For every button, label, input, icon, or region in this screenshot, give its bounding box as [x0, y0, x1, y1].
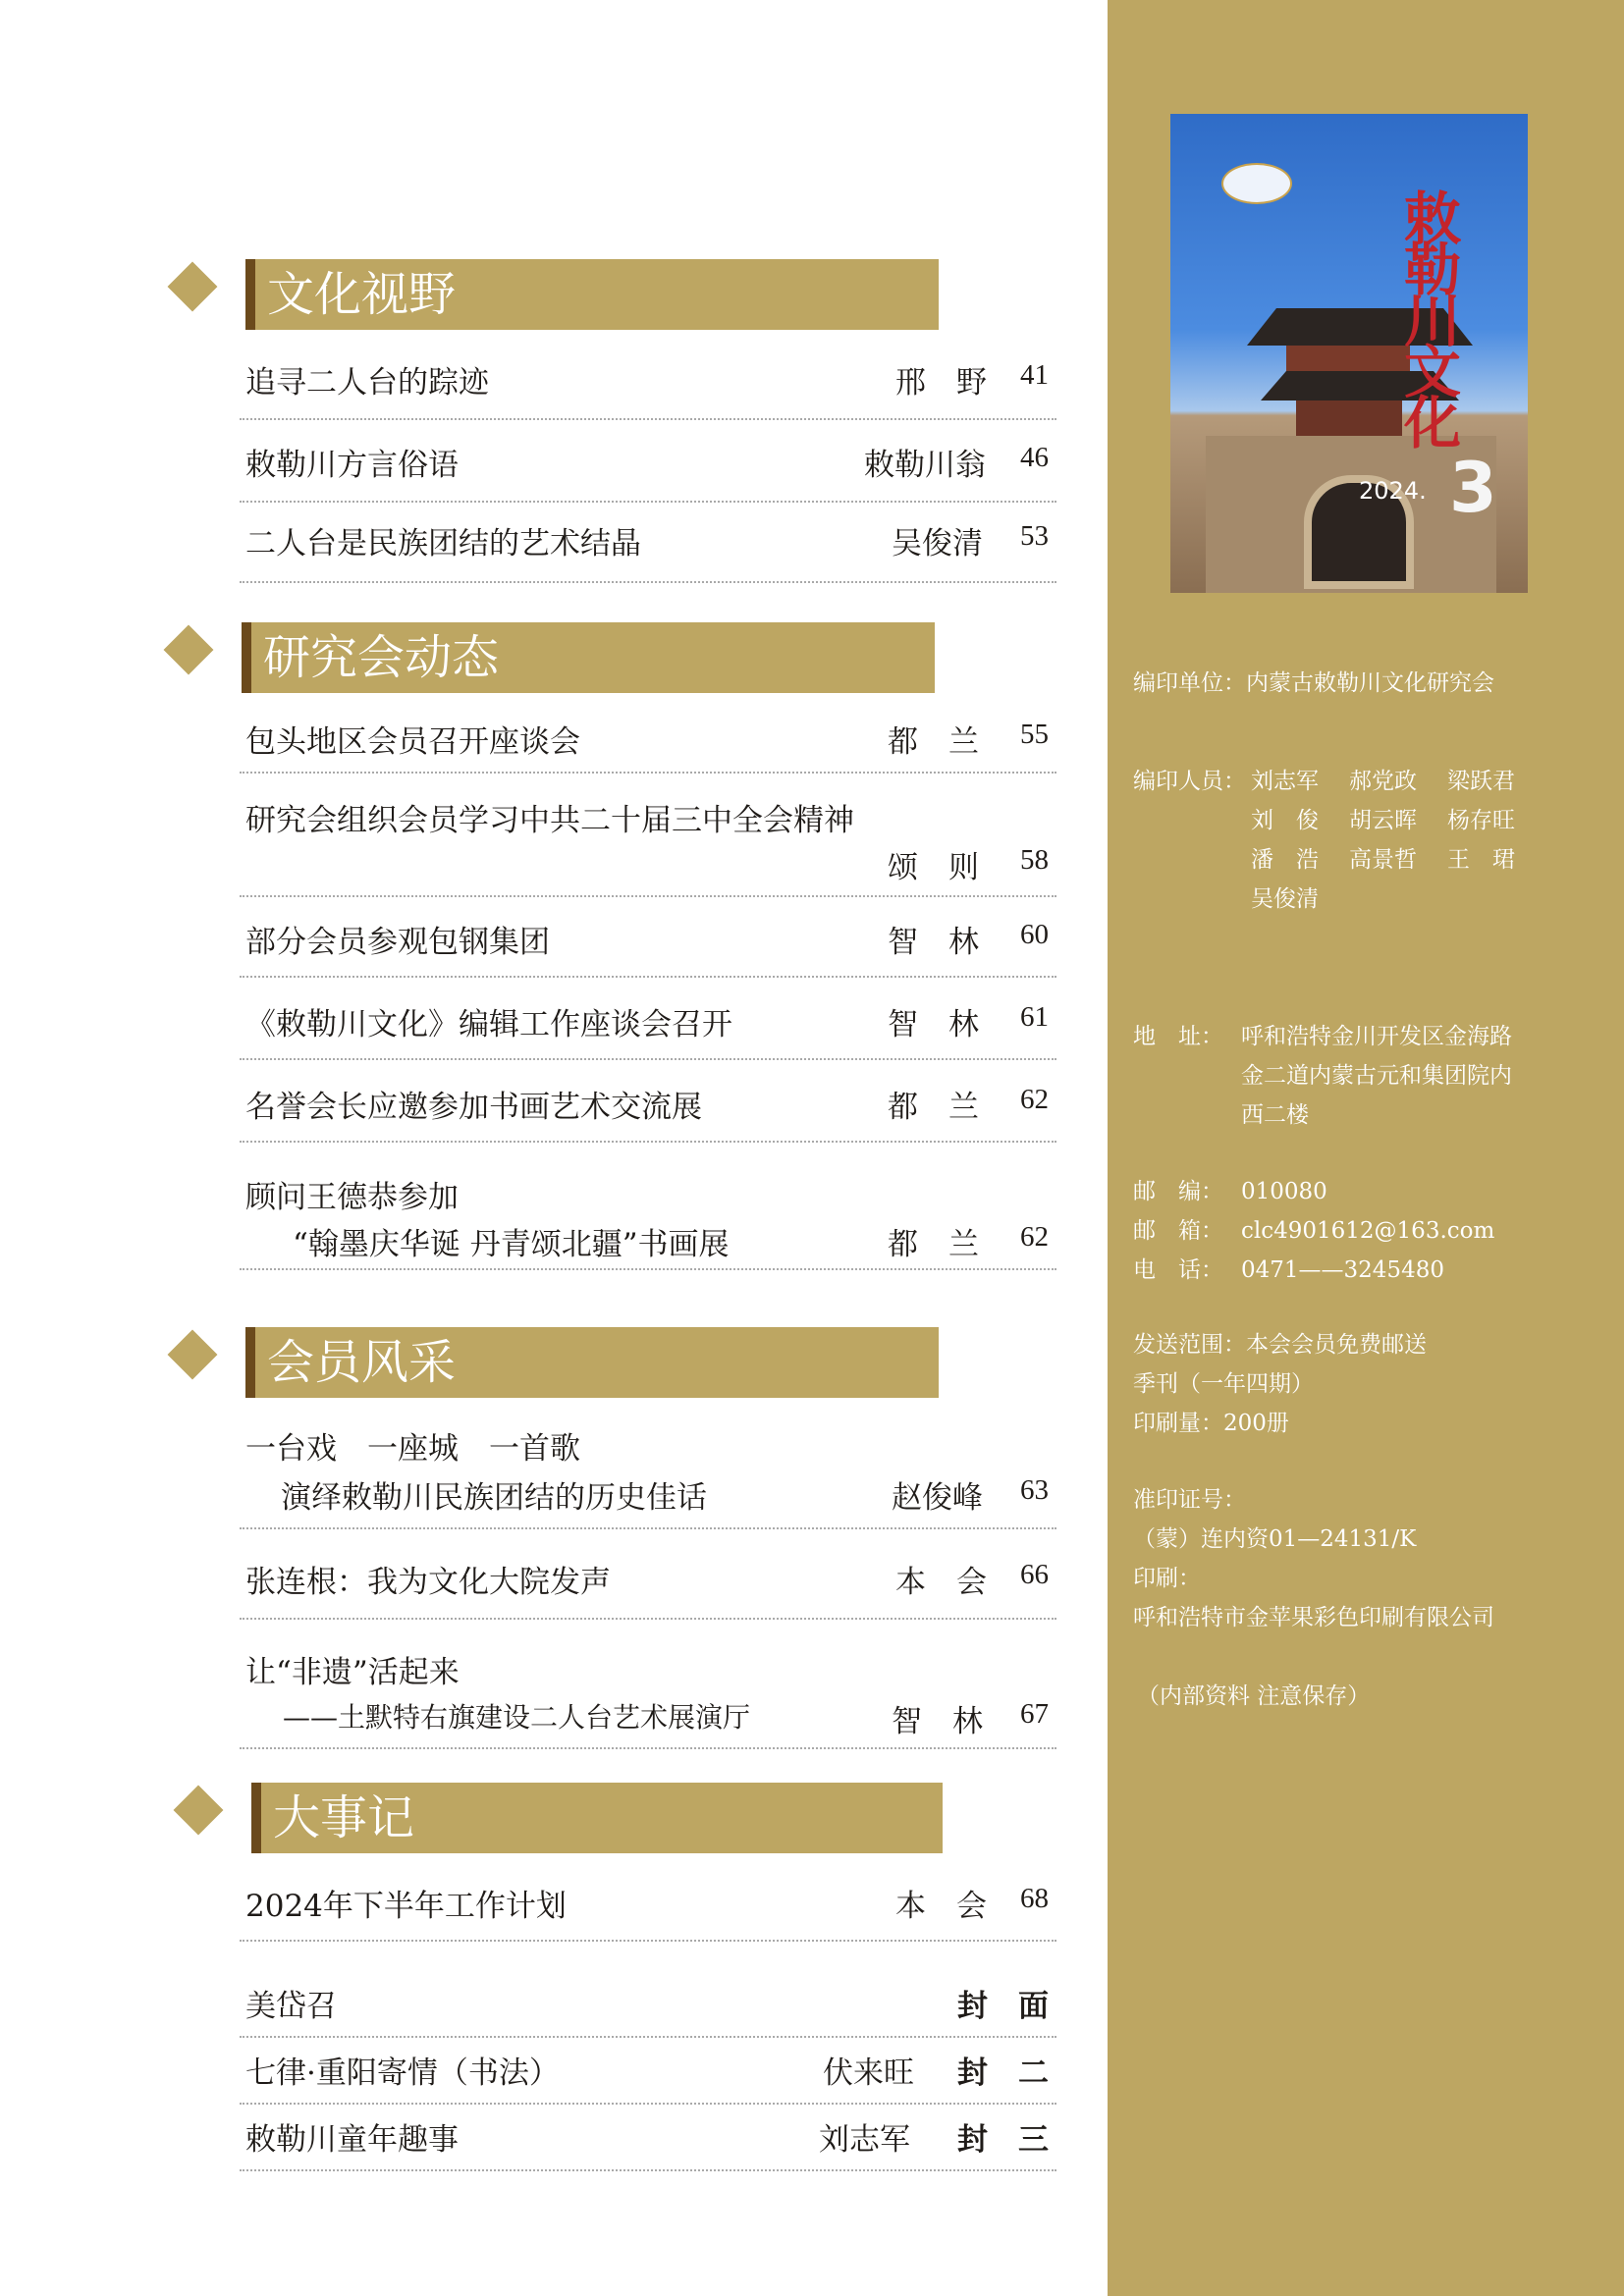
permit-block: 准印证号： （蒙）连内资01—24131/K 印刷： 呼和浩特市金苹果彩色印刷有限公司 — [1133, 1487, 1494, 1630]
internal-note: （内部资料 注意保存） — [1137, 1683, 1371, 1709]
toc-entry[interactable]: 研究会组织会员学习中共二十届三中全会精神 颂 则 58 — [240, 785, 1056, 897]
diamond-icon — [168, 262, 218, 312]
cover-logo-icon — [1221, 163, 1292, 204]
cover-image — [1170, 114, 1528, 593]
cover-entry[interactable]: 敕勒川童年趣事 刘志军 封 三 — [240, 2103, 1056, 2171]
address-block: 地 址： 呼和浩特金川开发区金海路 金二道内蒙古元和集团院内 西二楼 — [1133, 1024, 1512, 1128]
toc-entry[interactable]: 一台戏 一座城 一首歌 演绎敕勒川民族团结的历史佳话 赵俊峰 63 — [240, 1410, 1056, 1529]
toc-entry[interactable]: 追寻二人台的踪迹 邢 野 41 — [240, 349, 1056, 420]
toc-entry[interactable]: 二人台是民族团结的艺术结晶 吴俊清 53 — [240, 508, 1056, 583]
distribution-block: 发送范围：本会会员免费邮送 季刊（一年四期） 印刷量：200册 — [1133, 1332, 1427, 1436]
cover-entry[interactable]: 美岱召 封 面 — [240, 1965, 1056, 2038]
toc-entry[interactable]: 敕勒川方言俗语 敕勒川翁 46 — [240, 432, 1056, 503]
cover-year: 2024. — [1359, 477, 1427, 505]
toc-entry[interactable]: 《敕勒川文化》编辑工作座谈会召开 智 林 61 — [240, 989, 1056, 1060]
toc-entry[interactable]: 让“非遗”活起来 ——土默特右旗建设二人台艺术展演厅 智 林 67 — [240, 1633, 1056, 1749]
publisher-line: 编印单位：内蒙古敕勒川文化研究会 — [1133, 670, 1494, 696]
toc-entry[interactable]: 部分会员参观包钢集团 智 林 60 — [240, 909, 1056, 978]
contact-block: 邮 编： 010080 邮 箱： clc4901612@163.com 电 话： 0471——3245480 — [1133, 1179, 1495, 1283]
editors-block: 编印人员： 刘志军 郝党政 梁跃君 刘 俊 胡云晖 杨存旺 潘 浩 高景哲 王 珺 吴俊清 — [1133, 769, 1515, 912]
toc-entry[interactable]: 顾问王德恭参加 “翰墨庆华诞 丹青颂北疆”书画展 都 兰 62 — [240, 1158, 1056, 1270]
diamond-icon — [164, 625, 214, 675]
toc-entry[interactable]: 包头地区会员召开座谈会 都 兰 55 — [240, 707, 1056, 774]
diamond-icon — [168, 1330, 218, 1380]
cover-entry[interactable]: 七律·重阳寄情（书法） 伏来旺 封 二 — [240, 2036, 1056, 2105]
cover-issue: 3 — [1449, 448, 1497, 528]
cover-title: 敕勒川文化 — [1394, 188, 1461, 444]
toc-entry[interactable]: 2024年下半年工作计划 本 会 68 — [240, 1869, 1056, 1942]
toc-entry[interactable]: 名誉会长应邀参加书画艺术交流展 都 兰 62 — [240, 1072, 1056, 1143]
toc-entry[interactable]: 张连根：我为文化大院发声 本 会 66 — [240, 1545, 1056, 1620]
diamond-icon — [174, 1786, 224, 1836]
